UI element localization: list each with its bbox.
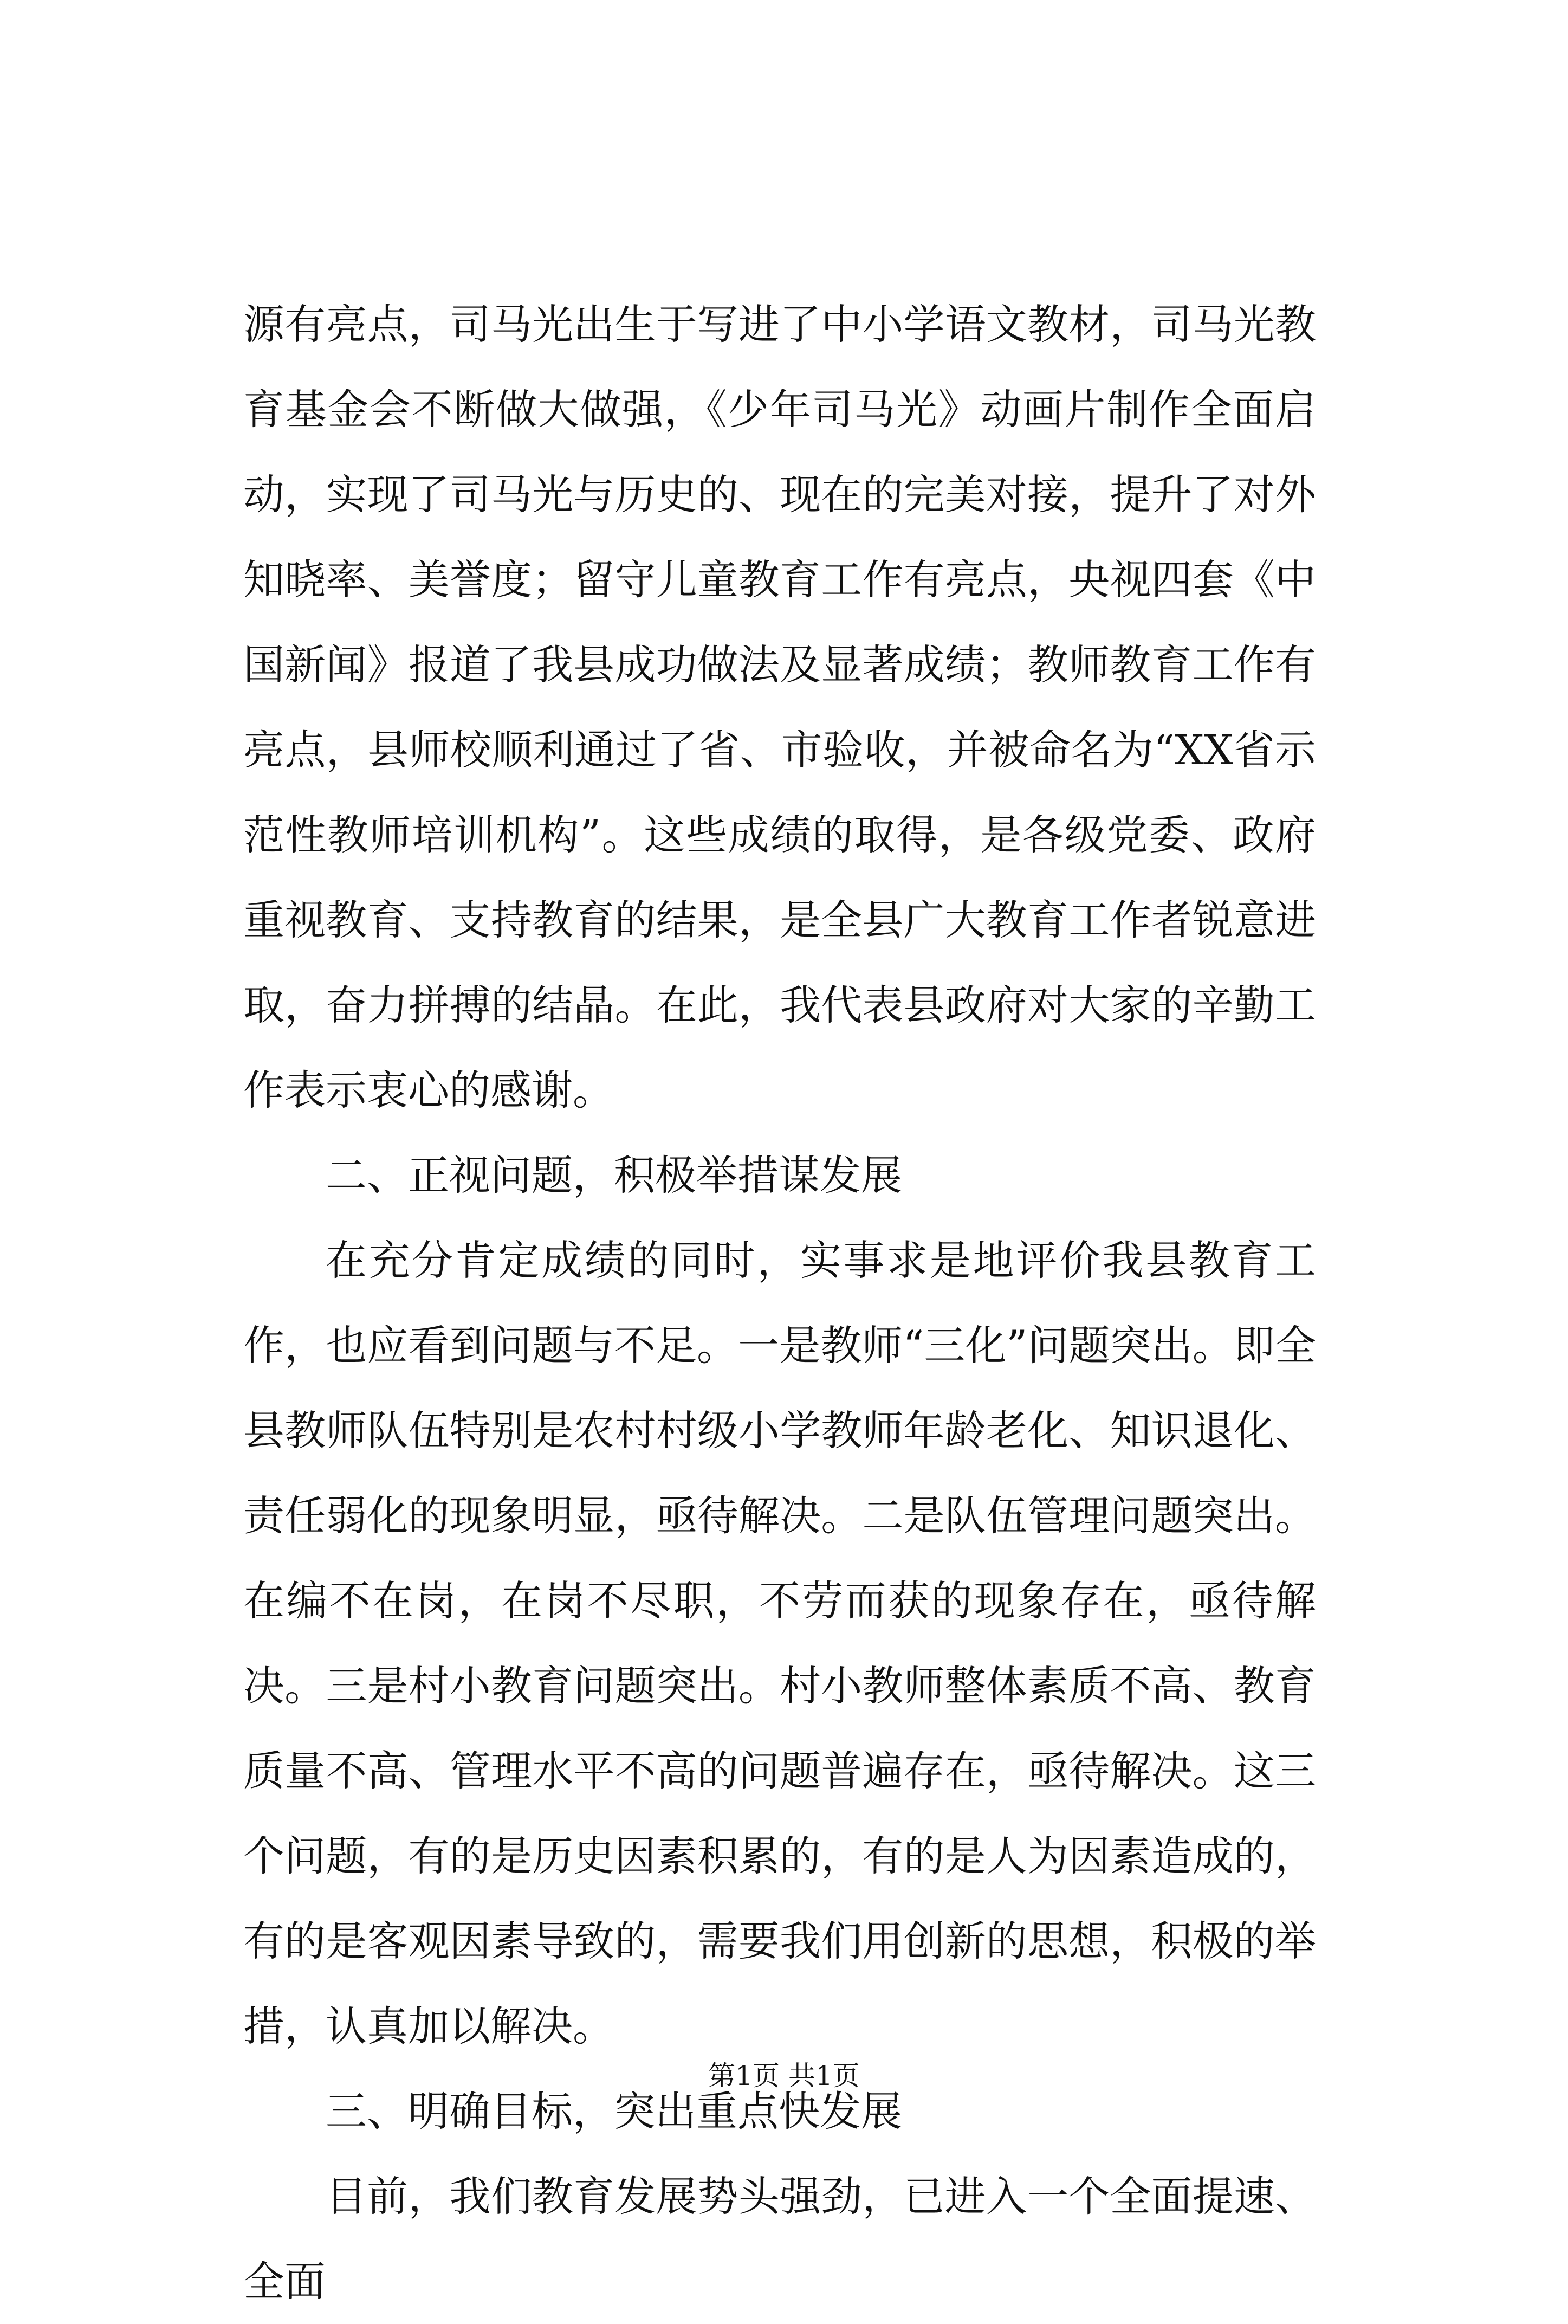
- page-footer: 第1页 共1页: [708, 2060, 860, 2091]
- document-body: [243, 282, 1316, 2324]
- section-heading-3: 三、明确目标，突出重点快发展: [326, 2087, 902, 2135]
- paragraph-3: 在充分肯定成绩的同时，实事求是地评价我县教育工作，也应看到问题与不足。一是教师“三化”问题突出。即全县教师队伍特别是农村村级小学教师年龄老化、知识退化、责任弱化的现象明显，亟待解决。二是队伍管理问题突出。在编不在岗，在岗不尽职，不劳而获的现象存在，亟待解决。三是村小教育问题突出。村小教师整体素质不高、教育质量不高、管理水平不高的问题普遍存在，亟待解决。这三个问题，有的是历史因素积累的，有的是人为因素造成的，有的是客观因素导致的，需要我们用创新的思想，积极的举措，认真加以解决。: [243, 1236, 1316, 2050]
- paragraph-5: 目前，我们教育发展势头强劲，已进入一个全面提速、全面: [243, 2172, 1316, 2306]
- section-heading-2: 二、正视问题，积极举措谋发展: [326, 1151, 902, 1199]
- paragraph-1: 源有亮点，司马光出生于写进了中小学语文教材，司马光教育基金会不断做大做强，《少年司马光》动画片制作全面启动，实现了司马光与历史的、现在的完美对接，提升了对外知晓率、美誉度；留守儿童教育工作有亮点，央视四套《中国新闻》报道了我县成功做法及显著成绩；教师教育工作有亮点，县师校顺利通过了省、市验收，并被命名为“XX省示范性教师培训机构”。这些成绩的取得，是各级党委、政府重视教育、支持教育的结果，是全县广大教育工作者锐意进取，奋力拼搏的结晶。在此，我代表县政府对大家的辛勤工作表示衷心的感谢。: [243, 300, 1316, 1114]
